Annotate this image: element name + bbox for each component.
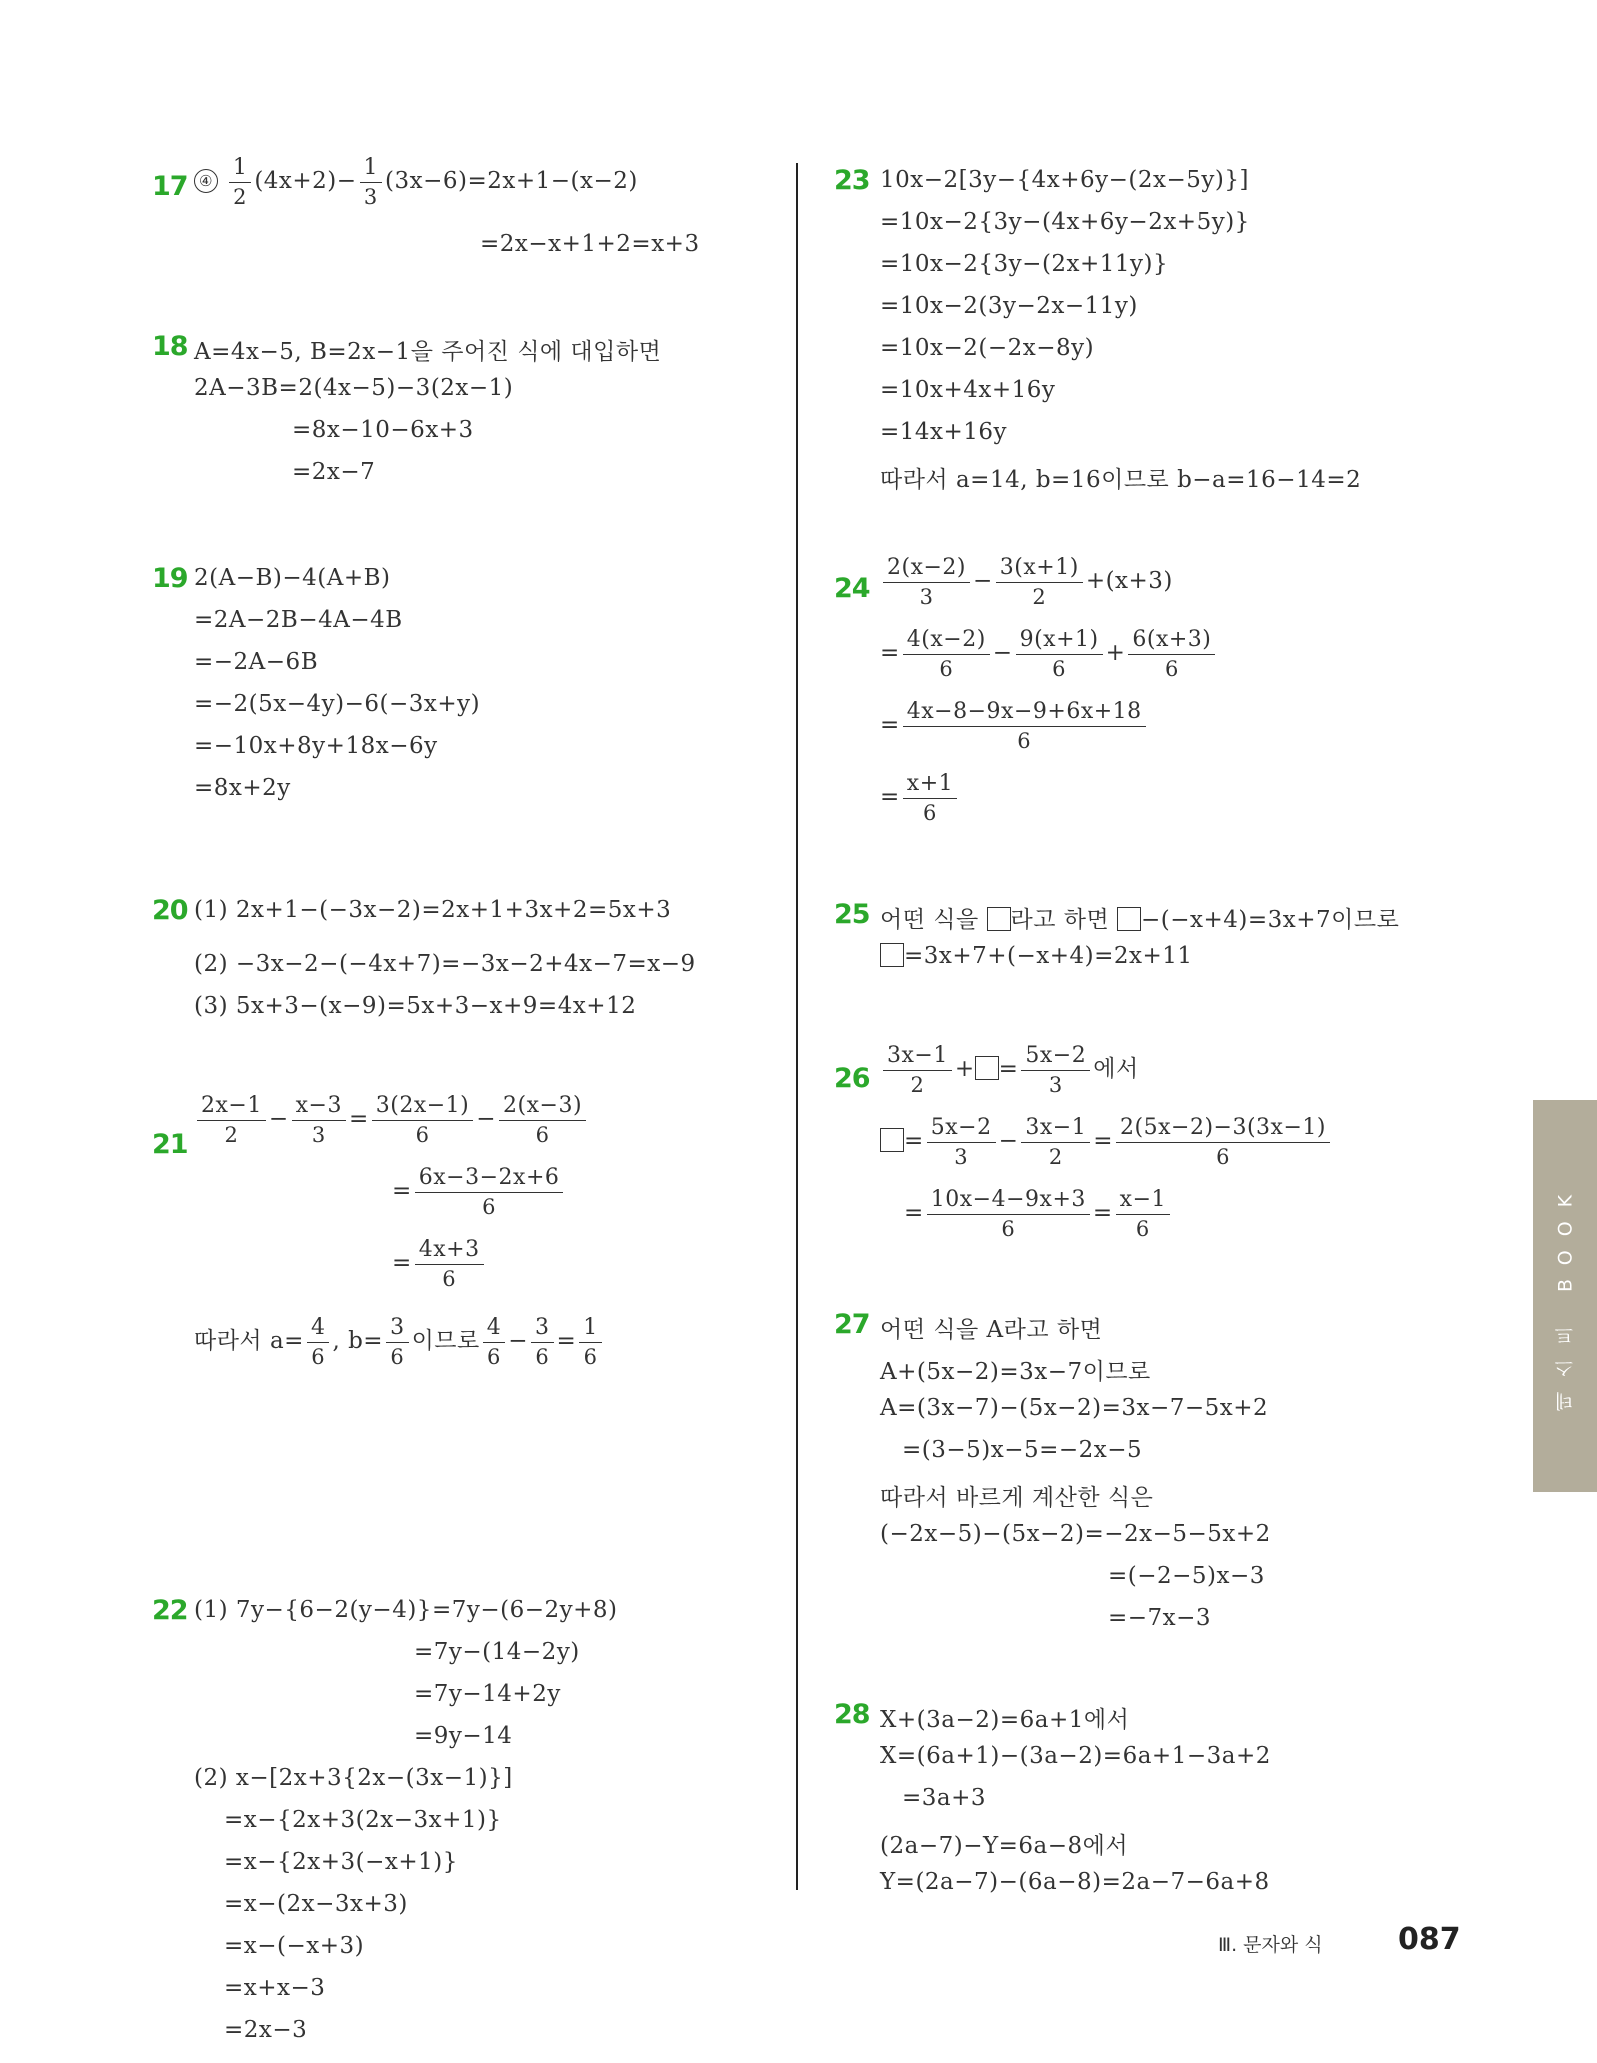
- problem-number: 18: [152, 331, 188, 362]
- equation-line: A=(3x−7)−(5x−2)=3x−7−5x+2: [880, 1395, 1269, 1421]
- equation-line: =−10x+8y+18x−6y: [194, 733, 438, 759]
- equation-line: =10x−2(−2x−8y): [880, 335, 1095, 361]
- equation-line: = $\frac{x+1}{6}$: [880, 771, 960, 825]
- equation-line: =3x+7+(−x+4)=2x+11: [880, 943, 1193, 969]
- problem-number: 19: [152, 563, 188, 594]
- side-tab: [1533, 1100, 1597, 1492]
- equation-line: =x−{2x+3(2x−3x+1)}: [224, 1807, 502, 1833]
- equation-line: =9y−14: [414, 1723, 513, 1749]
- text-line: 어떤 식을 A라고 하면: [880, 1317, 1103, 1343]
- fraction: $\frac{1}{3}$: [360, 155, 383, 209]
- equation-line: $\frac{2(x-2)}{3}$ − $\frac{3(x+1)}{2}$ +(x+3): [880, 555, 1173, 609]
- equation-line: 2(A−B)−4(A+B): [194, 565, 391, 591]
- equation-line: A+(5x−2)=3x−7이므로: [880, 1359, 1151, 1385]
- equation-line: =2x−x+1+2=x+3: [480, 231, 700, 257]
- problem-number: 20: [152, 895, 188, 926]
- column-divider: [796, 163, 798, 1890]
- equation-line: =10x−2{3y−(4x+6y−2x+5y)}: [880, 209, 1250, 235]
- equation-line: =14x+16y: [880, 419, 1008, 445]
- equation-line: =x−{2x+3(−x+1)}: [224, 1849, 458, 1875]
- equation-line: =10x+4x+16y: [880, 377, 1056, 403]
- equation-line: =10x−2{3y−(2x+11y)}: [880, 251, 1169, 277]
- equation-line: = $\frac{10x-4-9x+3}{6}$ = $\frac{x-1}{6}$: [904, 1187, 1173, 1241]
- section-title: Ⅲ. 문자와 식: [1218, 1934, 1323, 1956]
- equation-line: (2) −3x−2−(−4x+7)=−3x−2+4x−7=x−9: [194, 951, 696, 977]
- equation-line: 10x−2[3y−{4x+6y−(2x−5y)}]: [880, 167, 1249, 193]
- blank-box: [880, 943, 904, 967]
- equation-line: =8x+2y: [194, 775, 291, 801]
- equation-line: = $\frac{4x-8-9x-9+6x+18}{6}$: [880, 699, 1149, 753]
- problem-number: 27: [834, 1309, 870, 1340]
- equation-line: =2A−2B−4A−4B: [194, 607, 403, 633]
- equation-line: X+(3a−2)=6a+1에서: [880, 1707, 1130, 1733]
- equation-line: $\frac{3x-1}{2}$ + = $\frac{5x-2}{3}$ 에서: [880, 1043, 1139, 1097]
- text-line: 어떤 식을 라고 하면 −(−x+4)=3x+7이므로: [880, 907, 1400, 933]
- equation-line: =2x−7: [292, 459, 376, 485]
- equation-line: =(−2−5)x−3: [1108, 1563, 1265, 1589]
- equation-line: X=(6a+1)−(3a−2)=6a+1−3a+2: [880, 1743, 1271, 1769]
- circled-choice: ④: [194, 169, 218, 193]
- page-number: 087: [1398, 1922, 1461, 1957]
- equation-line: = $\frac{5x-2}{3}$ − $\frac{3x-1}{2}$ = $\frac{2(5x-2)-3(3x-1)}{6}$: [880, 1115, 1333, 1169]
- equation-line: $\frac{2x-1}{2}$ − $\frac{x-3}{3}$ = $\frac{3(2x-1)}{6}$ − $\frac{2(x-3)}{6}$: [194, 1093, 589, 1147]
- equation-line: (1) 2x+1−(−3x−2)=2x+1+3x+2=5x+3: [194, 897, 672, 923]
- equation-line: =−7x−3: [1108, 1605, 1212, 1631]
- equation-line: 2A−3B=2(4x−5)−3(2x−1): [194, 375, 514, 401]
- equation-line: =8x−10−6x+3: [292, 417, 474, 443]
- equation-line: (−2x−5)−(5x−2)=−2x−5−5x+2: [880, 1521, 1271, 1547]
- equation-line: =3a+3: [902, 1785, 987, 1811]
- text-line: A=4x−5, B=2x−1을 주어진 식에 대입하면: [194, 339, 662, 365]
- blank-box: [987, 907, 1011, 931]
- equation-line: =7y−14+2y: [414, 1681, 561, 1707]
- equation-line: =−2A−6B: [194, 649, 319, 675]
- blank-box: [975, 1056, 999, 1080]
- equation-line: = $\frac{4(x-2)}{6}$ − $\frac{9(x+1)}{6}$ + $\frac{6(x+3)}{6}$: [880, 627, 1218, 681]
- conclusion-line: 따라서 a=14, b=16이므로 b−a=16−14=2: [880, 467, 1362, 493]
- blank-box: [1117, 907, 1141, 931]
- equation-line: (1) 7y−{6−2(y−4)}=7y−(6−2y+8): [194, 1597, 618, 1623]
- equation-line: =x−(2x−3x+3): [224, 1891, 408, 1917]
- equation-line: (3) 5x+3−(x−9)=5x+3−x+9=4x+12: [194, 993, 637, 1019]
- problem-number: 26: [834, 1063, 870, 1094]
- fraction: $\frac{1}{2}$: [229, 155, 252, 209]
- equation-line: = $\frac{6x-3-2x+6}{6}$: [392, 1165, 566, 1219]
- equation-line: =(3−5)x−5=−2x−5: [902, 1437, 1143, 1463]
- problem-number: 24: [834, 573, 870, 604]
- equation-line: =7y−(14−2y): [414, 1639, 580, 1665]
- problem-number: 22: [152, 1595, 188, 1626]
- equation-line: = $\frac{4x+3}{6}$: [392, 1237, 487, 1291]
- equation-line: Y=(2a−7)−(6a−8)=2a−7−6a+8: [880, 1869, 1270, 1895]
- equation-line: ④ $\frac{1}{2}$ (4x+2)− $\frac{1}{3}$ (3x−6)=2x+1−(x−2): [194, 155, 638, 209]
- text-line: 따라서 바르게 계산한 식은: [880, 1485, 1154, 1511]
- problem-number: 25: [834, 899, 870, 930]
- equation-line: =x−(−x+3): [224, 1933, 365, 1959]
- equation-line: (2) x−[2x+3{2x−(3x−1)}]: [194, 1765, 513, 1791]
- equation-line: =2x−3: [224, 2017, 308, 2043]
- side-tab-label: 테스트 BOOK: [1554, 1180, 1577, 1412]
- equation-line: =10x−2(3y−2x−11y): [880, 293, 1138, 319]
- problem-number: 23: [834, 165, 870, 196]
- blank-box: [880, 1128, 904, 1152]
- problem-number: 17: [152, 171, 188, 202]
- equation-line: =−2(5x−4y)−6(−3x+y): [194, 691, 481, 717]
- problem-number: 21: [152, 1129, 188, 1160]
- equation-line: (2a−7)−Y=6a−8에서: [880, 1833, 1129, 1859]
- problem-number: 28: [834, 1699, 870, 1730]
- equation-line: =x+x−3: [224, 1975, 326, 2001]
- conclusion-line: 따라서 a= $\frac{4}{6}$ , b= $\frac{3}{6}$ 이므로 $\frac{4}{6}$ − $\frac{3}{6}$ = $\frac{1}{6}$: [194, 1315, 605, 1369]
